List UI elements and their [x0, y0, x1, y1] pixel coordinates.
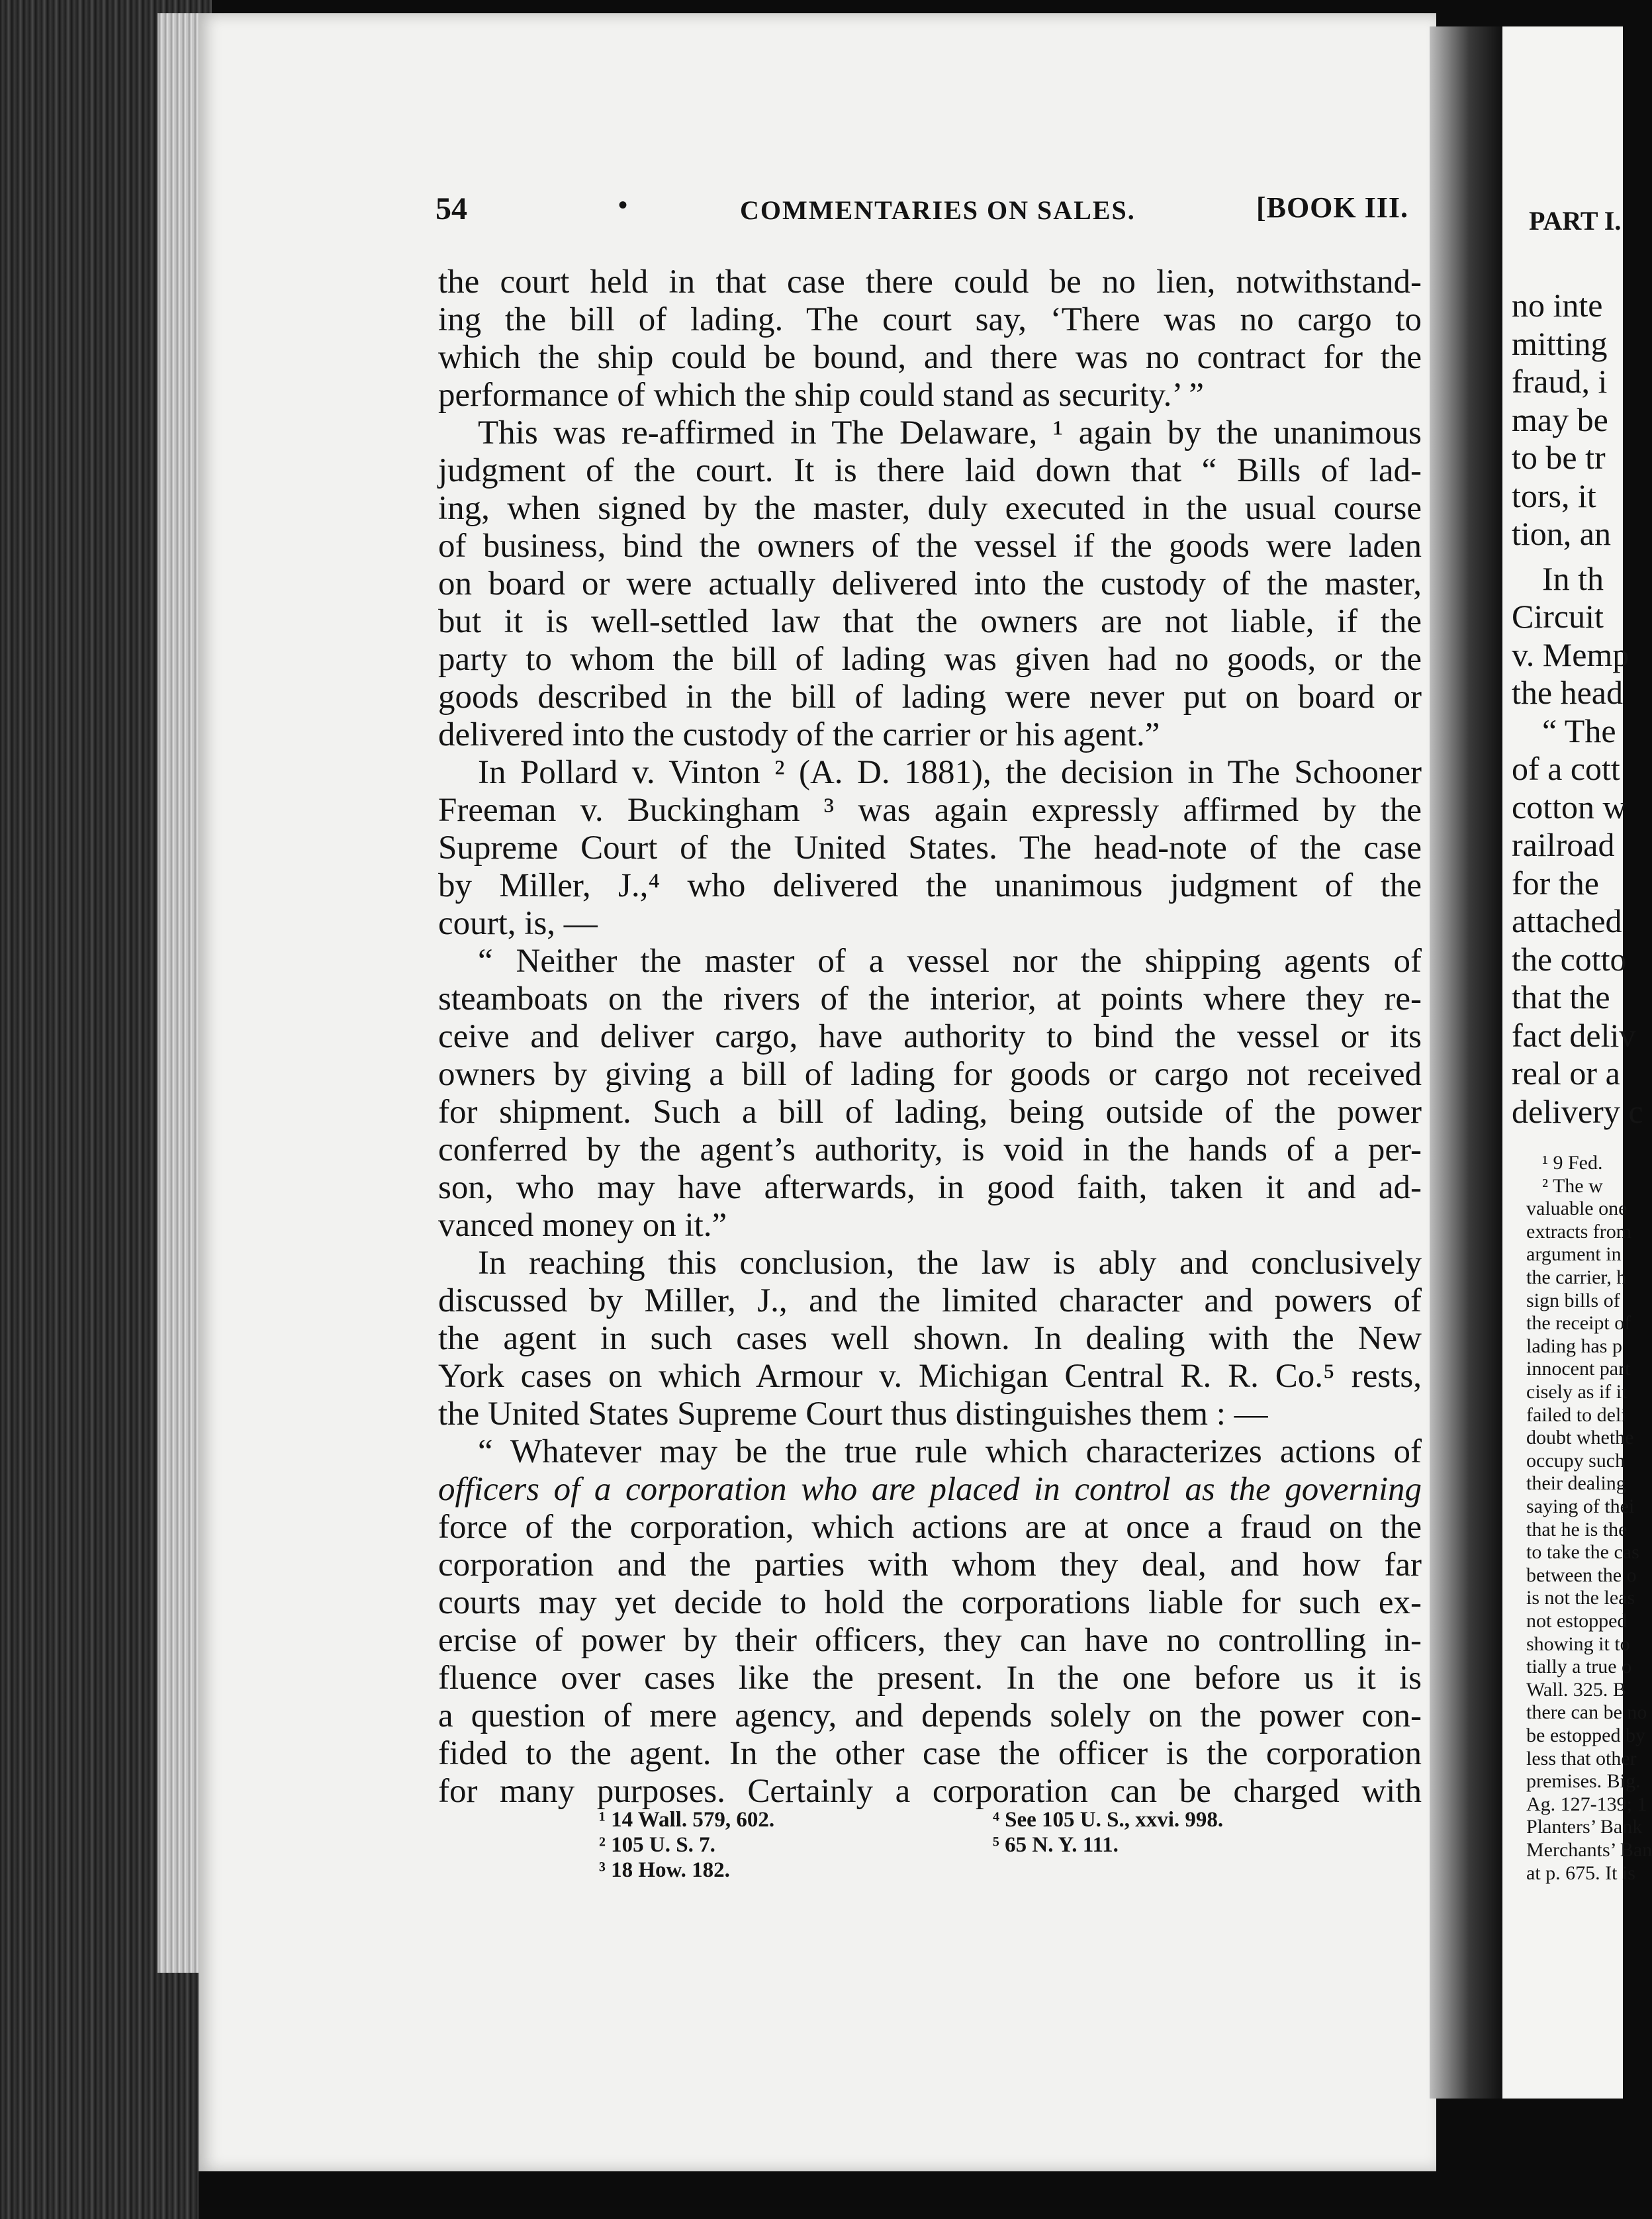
text-line: Freeman v. Buckingham ³ was again expressly affirmed by the: [438, 792, 1422, 829]
next-page-footnote-line: at p. 675. It is: [1526, 1862, 1635, 1884]
text-line: corporation and the parties with whom they deal, and how far: [438, 1546, 1422, 1583]
next-page-footnote-line: cisely as if it: [1526, 1381, 1628, 1403]
next-page-footnote-line: premises. Big.: [1526, 1770, 1641, 1793]
text-line: This was re-affirmed in The Delaware, ¹ again by the unanimous: [478, 414, 1422, 451]
text-line: of business, bind the owners of the vessel if the goods were laden: [438, 528, 1422, 565]
text-line: a question of mere agency, and depends solely on the power con-: [438, 1697, 1422, 1734]
text-line: “ Neither the master of a vessel nor the shipping agents of: [478, 943, 1422, 980]
text-line: ing, when signed by the master, duly executed in the usual course: [438, 490, 1422, 527]
text-line: fided to the agent. In the other case the officer is the corporation: [438, 1735, 1422, 1772]
next-page-line: fact deliv: [1512, 1016, 1636, 1054]
footnote-5: ⁵ 65 N. Y. 111.: [993, 1833, 1119, 1857]
next-page-footnote-line: Ag. 127-139; 1: [1526, 1793, 1647, 1815]
ornament-mark: •: [618, 190, 628, 220]
text-line: judgment of the court. It is there laid down that “ Bills of lad-: [438, 452, 1422, 489]
next-page-footnote-line: between the o: [1526, 1564, 1637, 1586]
text-line: vanced money on it.”: [438, 1207, 727, 1244]
running-head: [436, 191, 1408, 237]
text-line: son, who may have afterwards, in good faith, taken it and ad-: [438, 1169, 1422, 1206]
next-page-footnote-line: is not the leas: [1526, 1587, 1635, 1609]
text-line: In reaching this conclusion, the law is ably and conclusively: [478, 1245, 1422, 1282]
next-page-line: mitting: [1512, 324, 1608, 362]
text-line: force of the corporation, which actions are at once a fraud on the: [438, 1509, 1422, 1546]
next-page-footnote-line: there can be no: [1526, 1701, 1647, 1724]
text-line: officers of a corporation who are placed in control as the governing: [438, 1471, 1422, 1508]
next-page-footnote-line: Merchants’ Ban: [1526, 1839, 1652, 1861]
text-line: ceive and deliver cargo, have authority to bind the vessel or its: [438, 1018, 1422, 1055]
text-line: Supreme Court of the United States. The head-note of the case: [438, 829, 1422, 867]
next-page-footnote-line: ² The w: [1542, 1174, 1603, 1197]
text-line: courts may yet decide to hold the corporations liable for such ex-: [438, 1584, 1422, 1621]
text-line: the United States Supreme Court thus distinguishes them : —: [438, 1395, 1268, 1433]
next-page-line: tors, it: [1512, 477, 1596, 514]
next-page-footnote-line: argument in: [1526, 1243, 1622, 1266]
next-page-line: real or a: [1512, 1055, 1620, 1092]
next-page-line: that the: [1512, 978, 1610, 1015]
footnote-4: ⁴ See 105 U. S., xxvi. 998.: [993, 1808, 1224, 1832]
text-line: performance of which the ship could stand as security.’ ”: [438, 377, 1205, 414]
text-line: In Pollard v. Vinton ² (A. D. 1881), the decision in The Schooner: [478, 754, 1422, 791]
next-page-line: Circuit: [1512, 598, 1604, 635]
next-page-footnote-line: that he is the: [1526, 1518, 1628, 1540]
page-number: 54: [436, 191, 467, 226]
next-page-line: v. Memp: [1512, 636, 1629, 673]
text-line: the agent in such cases well shown. In dealing with the New: [438, 1320, 1422, 1357]
next-page-footnote-line: the carrier, h: [1526, 1266, 1627, 1288]
text-line: conferred by the agent’s authority, is void in the hands of a per-: [438, 1131, 1422, 1168]
next-page-footnote-line: the receipt of: [1526, 1312, 1631, 1335]
next-page-footnote-line: failed to deli: [1526, 1403, 1627, 1426]
text-line: on board or were actually delivered into the custody of the master,: [438, 565, 1422, 602]
next-page-line: tion, an: [1512, 515, 1611, 552]
next-page-line: cotton w: [1512, 788, 1627, 826]
next-page-footnote-line: showing it to: [1526, 1632, 1630, 1655]
next-page-footnote-line: occupy such: [1526, 1449, 1626, 1472]
next-page-line: railroad: [1512, 826, 1615, 863]
next-page-line: may be: [1512, 401, 1608, 438]
next-page-line: the head: [1512, 674, 1623, 711]
next-page-line: attached: [1512, 902, 1622, 939]
running-title: COMMENTARIES ON SALES.: [740, 195, 1136, 225]
text-line: ercise of power by their officers, they can have no controlling in-: [438, 1622, 1422, 1659]
text-line: for shipment. Such a bill of lading, being outside of the power: [438, 1094, 1422, 1131]
next-page-footnote-line: ¹ 9 Fed.: [1542, 1152, 1603, 1174]
text-line: “ Whatever may be the true rule which characterizes actions of: [478, 1433, 1422, 1470]
next-page-line: no inte: [1512, 287, 1603, 324]
next-page-footnote-line: extracts from: [1526, 1220, 1632, 1243]
next-page-footnote-line: less that other: [1526, 1747, 1637, 1770]
text-line: York cases on which Armour v. Michigan Central R. R. Co.⁵ rests,: [438, 1358, 1422, 1395]
next-page-footnote-line: innocent part: [1526, 1358, 1631, 1380]
text-line: for many purposes. Certainly a corporation can be charged with: [438, 1773, 1422, 1810]
next-page-footnote-line: saying of thei: [1526, 1495, 1635, 1517]
next-page-footnote-line: doubt whethe: [1526, 1427, 1634, 1449]
text-line: ing the bill of lading. The court say, ‘There was no cargo to: [438, 301, 1422, 338]
next-page-line: “ The: [1542, 712, 1616, 749]
right-page-fragment: [1502, 26, 1652, 2099]
next-page-footnote-line: sign bills of: [1526, 1289, 1620, 1311]
text-line: owners by giving a bill of lading for goods or cargo not received: [438, 1056, 1422, 1093]
next-page-footnote-line: valuable one: [1526, 1198, 1628, 1220]
next-page-footnote-line: be estopped by: [1526, 1724, 1645, 1746]
text-line: the court held in that case there could be no lien, notwithstand-: [438, 263, 1422, 301]
next-page-footnote-line: tially a true o: [1526, 1656, 1632, 1678]
text-line: by Miller, J.,⁴ who delivered the unanimous judgment of the: [438, 867, 1422, 904]
next-page-running-head: PART I.: [1529, 206, 1622, 236]
next-page-line: delivery c: [1512, 1092, 1643, 1130]
next-page-line: to be tr: [1512, 439, 1606, 476]
next-page-footnote-line: Wall. 325. B: [1526, 1678, 1626, 1701]
text-line: which the ship could be bound, and there was no contract for the: [438, 339, 1422, 376]
text-line: discussed by Miller, J., and the limited character and powers of: [438, 1282, 1422, 1319]
text-line: party to whom the bill of lading was given had no goods, or the: [438, 641, 1422, 678]
next-page-line: In th: [1542, 559, 1604, 597]
next-page-footnote-line: Planters’ Bank: [1526, 1816, 1643, 1838]
book-gutter: [1430, 26, 1502, 2099]
next-page-line: for the: [1512, 864, 1599, 902]
next-page-footnote-line: their dealing: [1526, 1472, 1626, 1495]
body-text: [438, 263, 1422, 1811]
text-line: goods described in the bill of lading were never put on board or: [438, 679, 1422, 716]
footnote-3: ³ 18 How. 182.: [599, 1858, 730, 1882]
footnote-1: ¹ 14 Wall. 579, 602.: [599, 1808, 775, 1832]
next-page-line: of a cott: [1512, 750, 1620, 787]
text-line: steamboats on the rivers of the interior, at points where they re-: [438, 980, 1422, 1017]
next-page-line: the cotto: [1512, 940, 1627, 978]
next-page-footnote-line: to take the cas: [1526, 1541, 1639, 1564]
book-label: [BOOK III.: [1256, 191, 1408, 224]
next-page-footnote-line: lading has p: [1526, 1335, 1622, 1357]
scan-surround: [199, 2171, 1623, 2219]
next-page-line: fraud, i: [1512, 363, 1608, 400]
text-line: fluence over cases like the present. In the one before us it is: [438, 1660, 1422, 1697]
text-line: but it is well-settled law that the owners are not liable, if the: [438, 603, 1422, 640]
next-page-footnote-line: not estopped: [1526, 1610, 1628, 1632]
footnote-2: ² 105 U. S. 7.: [599, 1833, 715, 1857]
text-line: delivered into the custody of the carrier or his agent.”: [438, 716, 1160, 753]
text-line: court, is, —: [438, 905, 598, 942]
